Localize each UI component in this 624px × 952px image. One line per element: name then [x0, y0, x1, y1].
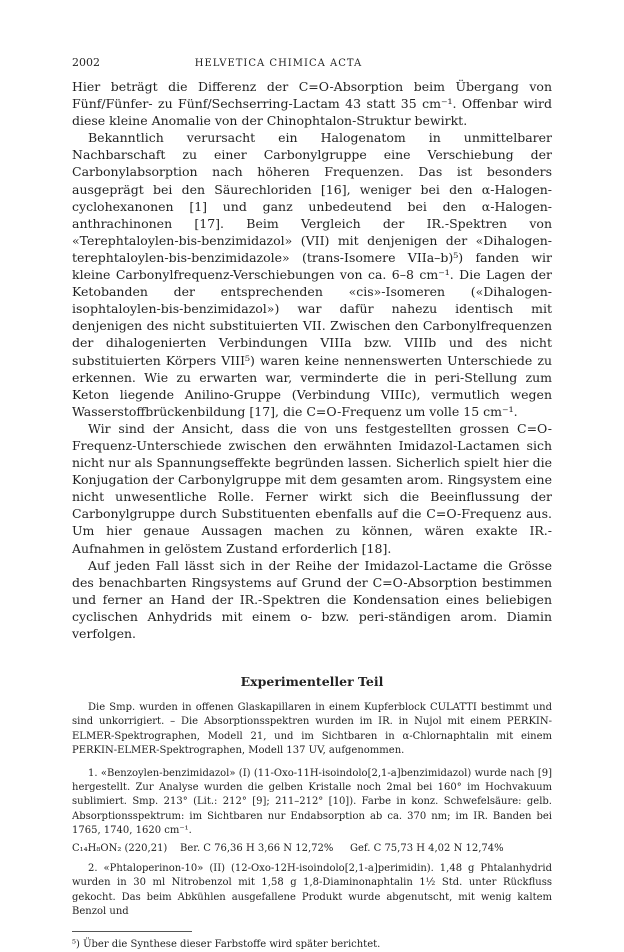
analysis-line	[72, 842, 552, 856]
experimental-intro: Die Smp. wurden in offenen Glaskapillaren in einem Kupferblock CULATTI bestimmt und sind unkorrigiert. – Die Absorptionsspektren wurden im IR. in Nujol mit einem PERKIN-ELMER-Spektrographen, Modell 21, und im Sichtbaren in α-Chlornaphtalin mit einem PERKIN-ELMER-Spektrographen, Modell 137 UV, aufgenommen.	[72, 702, 552, 756]
paragraph-2: Bekanntlich verursacht ein Halogenatom in unmittelbarer Nachbarschaft zu einer Carbonylgruppe eine Verschiebung der Carbonylabsorption nach höheren Frequenzen. Das ist besonders ausgeprägt bei den Säurechloriden [16], weniger bei den α-Halogen-cyclohexanonen [1] und ganz unbedeutend bei den α-Halogen-anthrachinonen [17]. Beim Vergleich der IR.-Spektren von «Terephtaloylen-bis-benzimidazol» (VII) mit denjenigen der «Dihalogen-terephtaloylen-bis-benzimidazole» (trans-Isomere VIIa–b)⁵) fanden wir kleine Carbonylfrequenz-Verschiebungen von ca. 6–8 cm⁻¹. Die Lagen der Ketobanden der entsprechenden «cis»-Isomeren («Dihalogen-isophtaloylen-bis-benzimidazol») war dafür nahezu identisch mit denjenigen des nicht substituierten VII. Zwischen den Carbonylfrequenzen der dihalogenierten Verbindungen VIIIa bzw. VIIIb und des nicht substituierten Körpers VIII⁵) waren keine nennenswerten Unterschiede zu erkennen. Wie zu erwarten war, verminderte die in peri-Stellung zum Keton liegende Anilino-Gruppe (Verbindung VIIIc), vermutlich wegen Wasserstoffbrückenbildung [17], die C=O-Frequenz um volle 15 cm⁻¹.	[72, 130, 552, 419]
found-values: Gef. C 75,73 H 4,02 N 12,74%	[350, 842, 504, 854]
paragraph-4: Auf jeden Fall lässt sich in der Reihe der Imidazol-Lactame die Grösse des benachbarten Ringsystems auf Grund der C=O-Absorption bestimmen und ferner an Hand der IR.-Spektren die Kondensation eines beliebigen cyclischen Anhydrids mit einem o- bzw. peri-ständigen arom. Diamin verfolgen.	[72, 557, 552, 641]
footnote-divider	[72, 931, 192, 932]
page-header	[72, 56, 552, 69]
experimental-item-2: 2. «Phtaloperinon-10» (II) (12-Oxo-12H-isoindolo[2,1-a]perimidin). 1,48 g Phtalanhydrid wurden in 30 ml Nitrobenzol mit 1,58 g 1,8-Diaminonaphtalin 1½ Std. unter Rückfluss gekocht. Das beim Abkühlen ausgefallene Produkt wurde abgenutscht, mit wenig kaltem Benzol und	[72, 863, 552, 917]
experimental-item-1: 1. «Benzoylen-benzimidazol» (I) (11-Oxo-11H-isoindolo[2,1-a]benzimidazol) wurde nach [9] hergestellt. Zur Analyse wurden die gelben Kristalle noch 2mal bei 160° im Hochvakuum sublimiert. Smp. 213° (Lit.: 212° [9]; 211–212° [10]). Farbe in konz. Schwefelsäure: gelb. Absorptionsspektrum: im Sichtbaren nur Endabsorption ab ca. 370 nm; im IR. Banden bei 1765, 1740, 1620 cm⁻¹.	[72, 767, 552, 836]
experimental-section	[72, 701, 552, 919]
paragraph-3: Wir sind der Ansicht, dass die von uns festgestellten grossen C=O-Frequenz-Unterschiede zwischen den erwähnten Imidazol-Lactamen sich nicht nur als Spannungseffekte begründen lassen. Sicherlich spielt hier die Konjugation der Carbonylgruppe mit dem gesamten arom. Ringsystem eine nicht unwesentliche Rolle. Ferner wirkt sich die Beeinflussung der Carbonylgruppe durch Substituenten ebenfalls auf die C=O-Frequenz aus. Um hier genaue Aussagen machen zu können, wären exakte IR.-Aufnahmen in gelöstem Zustand erforderlich [18].	[72, 420, 552, 556]
page-number: 2002	[72, 56, 100, 69]
journal-title: HELVETICA CHIMICA ACTA	[194, 58, 363, 69]
main-text	[72, 78, 552, 642]
page	[72, 56, 552, 952]
footnote: ⁵) Über die Synthese dieser Farbstoffe wird später berichtet.	[72, 938, 381, 950]
paragraph-1: Hier beträgt die Differenz der C=O-Absorption beim Übergang von Fünf/Fünfer- zu Fünf/Sechserring-Lactam 43 statt 35 cm⁻¹. Offenbar wird diese kleine Anomalie von der Chinophtalon-Struktur bewirkt.	[72, 79, 552, 129]
compound-formula: C₁₄H₈ON₂ (220,21)	[72, 842, 168, 854]
calculated-values: Ber. C 76,36 H 3,66 N 12,72%	[180, 842, 334, 854]
section-heading: Experimenteller Teil	[240, 674, 384, 690]
